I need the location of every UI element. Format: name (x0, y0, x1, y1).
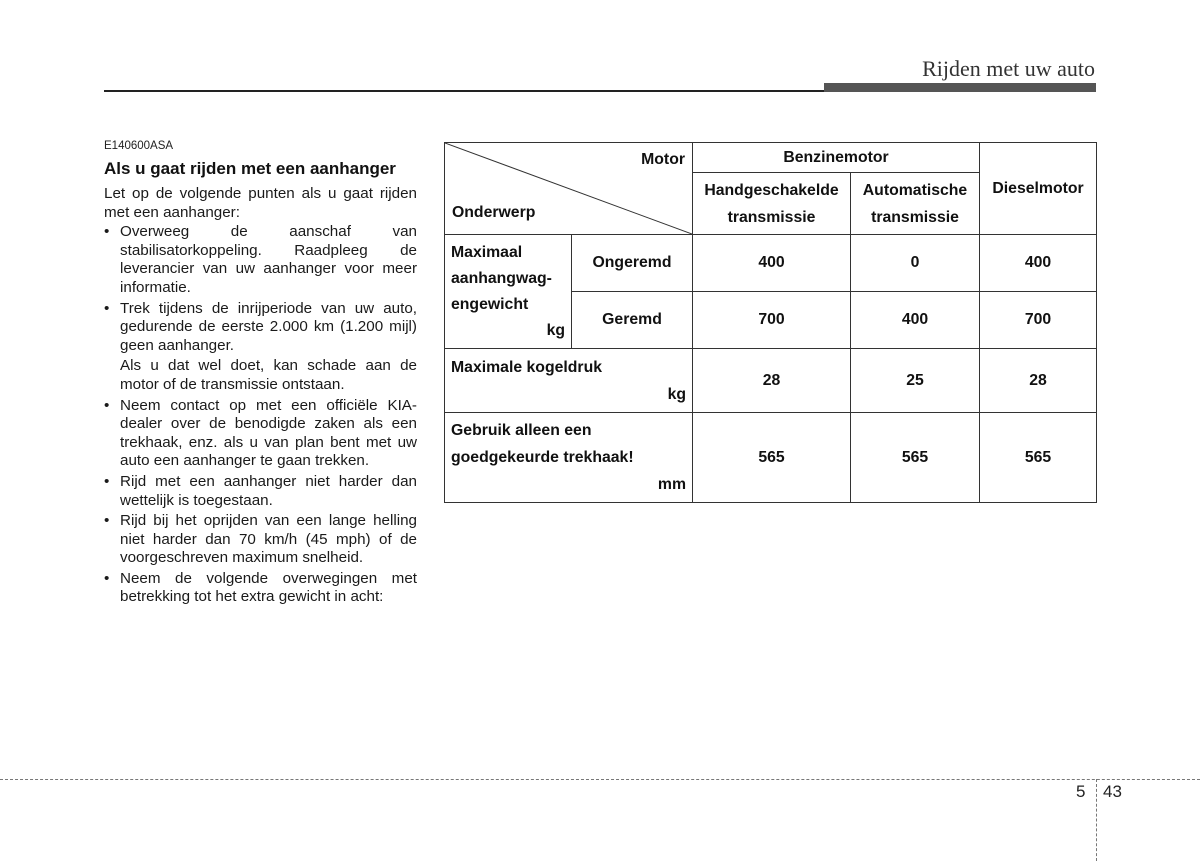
bullet-icon: • (104, 223, 110, 241)
table-cell: 25 (851, 349, 980, 413)
list-item-text: Rijd bij het oprijden van een lange helling niet harder dan 70 km/h (45 mph) of de voorgeschreven maximum snelheid. (120, 512, 417, 567)
row-label-unbraked: Ongeremd (572, 235, 693, 292)
table-corner-cell (445, 143, 693, 235)
row-label-hitch: Gebruik alleen een goedgekeurde trekhaak! mm (445, 413, 693, 503)
list-item (104, 300, 417, 395)
bullet-icon: • (104, 569, 110, 587)
page-number: 43 (1103, 782, 1122, 801)
header-diesel: Dieselmotor (980, 143, 1097, 235)
table-cell: 700 (693, 292, 851, 349)
list-item (104, 570, 417, 607)
footer-divider (0, 779, 1200, 780)
intro-paragraph: Let op de volgende punten als u gaat rijden met een aanhanger: (104, 185, 417, 221)
list-item-text: Trek tijdens de inrijperiode van uw auto, gedurende de eerste 2.000 km (1.200 mijl) geen aanhanger. (120, 299, 417, 354)
table-cell: 700 (980, 292, 1097, 349)
bullet-icon: • (104, 472, 110, 490)
header-title: Rijden met uw auto (922, 56, 1095, 81)
row-label-braked: Geremd (572, 292, 693, 349)
corner-label-motor: Motor (641, 151, 685, 168)
list-item-text: Neem contact op met een officiële KIA-dealer over de benodigde zaken als een trekhaak, enz. als u van plan bent met uw auto een aanhanger te gaan trekken. (120, 396, 417, 470)
list-item (104, 512, 417, 568)
table-cell: 565 (693, 413, 851, 503)
list-item (104, 397, 417, 471)
table-cell: 28 (980, 349, 1097, 413)
row-label-max-trailer-weight: Maximaal aanhangwag- engewicht kg (445, 235, 572, 349)
section-number: 5 (1076, 782, 1086, 801)
list-item-text: Neem de volgende overwegingen met betrekking tot het extra gewicht in acht: (120, 569, 417, 606)
footer-vertical-divider (1096, 779, 1097, 861)
corner-label-subject: Onderwerp (452, 204, 536, 221)
bullet-icon: • (104, 512, 110, 530)
table-cell: 0 (851, 235, 980, 292)
bullet-icon: • (104, 299, 110, 317)
list-item (104, 223, 417, 297)
table-cell: 400 (980, 235, 1097, 292)
table-cell: 28 (693, 349, 851, 413)
bullet-icon: • (104, 396, 110, 414)
header-automatic: Automatische transmissie (851, 173, 980, 235)
bullet-list (104, 223, 417, 607)
list-item (104, 473, 417, 510)
header-rule-accent (824, 83, 1096, 92)
header-petrol: Benzinemotor (693, 143, 980, 173)
list-item-text: Rijd met een aanhanger niet harder dan wettelijk is toegestaan. (120, 472, 417, 509)
table-cell: 565 (980, 413, 1097, 503)
header-manual: Handgeschakelde transmissie (693, 173, 851, 235)
row-label-ball-load: Maximale kogeldruk kg (445, 349, 693, 413)
text-column (104, 139, 417, 609)
table-cell: 565 (851, 413, 980, 503)
table-cell: 400 (693, 235, 851, 292)
section-heading: Als u gaat rijden met een aanhanger (104, 159, 396, 178)
section-code: E140600ASA (104, 140, 174, 152)
table-cell: 400 (851, 292, 980, 349)
list-item-note: Als u dat wel doet, kan schade aan de motor of de transmissie ontstaan. (120, 357, 417, 393)
trailer-spec-table (444, 142, 1097, 503)
list-item-text: Overweeg de aanschaf van stabilisatorkoppeling. Raadpleeg de leverancier van uw aanhanger voor meer informatie. (120, 223, 417, 296)
header-rule (104, 90, 824, 92)
